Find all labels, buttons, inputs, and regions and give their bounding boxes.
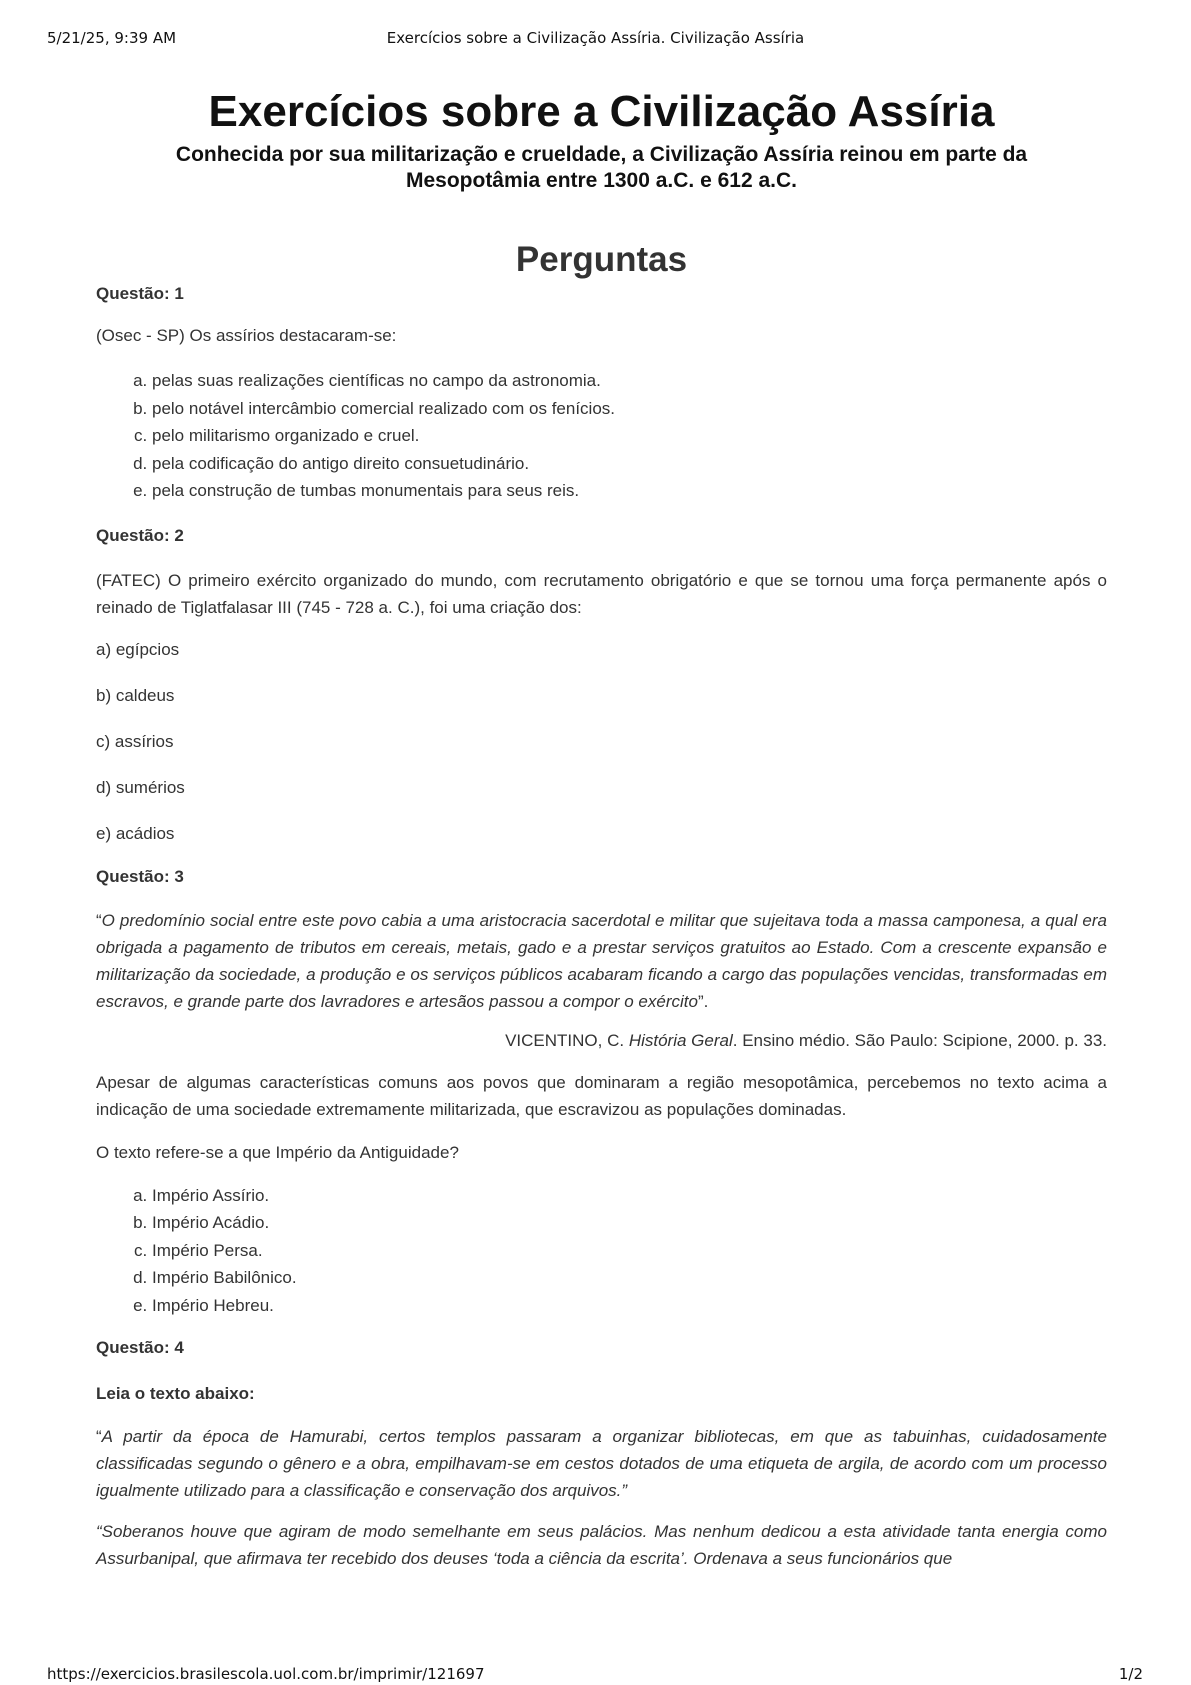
- question-4: [96, 1336, 1107, 1572]
- print-footer: [0, 1665, 1191, 1685]
- option-b: b. Império Acádio.: [152, 1209, 1107, 1237]
- question-2: [96, 524, 1107, 846]
- question-intro: Leia o texto abaixo:: [96, 1384, 255, 1403]
- quote-reference: [96, 1027, 1107, 1054]
- option-a: a. Império Assírio.: [152, 1182, 1107, 1210]
- option-d: d. Império Babilônico.: [152, 1264, 1107, 1292]
- reference-work: História Geral: [628, 1030, 733, 1050]
- print-datetime: 5/21/25, 9:39 AM: [47, 29, 177, 47]
- option-d: d. pela codificação do antigo direito consuetudinário.: [152, 450, 1107, 478]
- option-e: e. Império Hebreu.: [152, 1292, 1107, 1320]
- reference-author: VICENTINO, C.: [505, 1030, 629, 1050]
- reference-details: . Ensino médio. São Paulo: Scipione, 2000. p. 33.: [732, 1030, 1107, 1050]
- option-c: c. Império Persa.: [152, 1237, 1107, 1265]
- quote-text: [96, 907, 1107, 1015]
- question-3: [96, 865, 1107, 1320]
- quote-open: “: [96, 910, 102, 930]
- print-page-title: Exercícios sobre a Civilização Assíria. Civilização Assíria: [386, 29, 805, 47]
- question-1: [96, 282, 1107, 505]
- print-url: https://exercicios.brasilescola.uol.com.br/imprimir/121697: [47, 1665, 485, 1683]
- quote-close: ”.: [697, 991, 709, 1011]
- quote-text-1: [96, 1423, 1107, 1504]
- option-c: c) assírios: [96, 731, 174, 751]
- quote-text-2: “Soberanos houve que agiram de modo semelhante em seus palácios. Mas nenhum dedicou a esta atividade tanta energia como Assurbanipal, que afirmava ter recebido dos deuses ‘toda a ciência da escrita’. Ordenava a seus funcionários que: [96, 1522, 1107, 1568]
- option-a: a. pelas suas realizações científicas no campo da astronomia.: [152, 367, 1107, 395]
- options-list: [96, 367, 1107, 505]
- article-content: [96, 82, 1107, 1572]
- question-label: Questão: 2: [96, 525, 184, 545]
- question-statement: (Osec - SP) Os assírios destacaram-se:: [96, 326, 397, 345]
- quote-body: O predomínio social entre este povo cabia a uma aristocracia sacerdotal e militar que sujeitava toda a massa camponesa, a qual era obrigada a pagamento de tributos em cereais, metais, gado e a prestar serviços gratuitos ao Estado. Com a crescente expansão e militarização da sociedade, a produção e os serviços públicos acabaram ficando a cargo das populações vencidas, transformadas em escravos, e grande parte dos lavradores e artesãos passou a compor o exército: [96, 910, 1107, 1011]
- article-subtitle: Conhecida por sua militarização e crueldade, a Civilização Assíria reinou em parte da Mesopotâmia entre 1300 a.C. e 612 a.C.: [175, 143, 1028, 192]
- question-context: Apesar de algumas características comuns aos povos que dominaram a região mesopotâmica, percebemos no texto acima a indicação de uma sociedade extremamente militarizada, que escravizou as populações dominadas.: [96, 1072, 1107, 1119]
- option-d: d) sumérios: [96, 777, 185, 797]
- options-list: [96, 1182, 1107, 1320]
- quote-open: “: [96, 1427, 102, 1446]
- option-a: a) egípcios: [96, 639, 180, 659]
- question-label: Questão: 4: [96, 1338, 184, 1357]
- print-header: [0, 29, 1191, 49]
- question-label: Questão: 3: [96, 866, 184, 886]
- option-e: e. pela construção de tumbas monumentais para seus reis.: [152, 477, 1107, 505]
- question-statement: (FATEC) O primeiro exército organizado do mundo, com recrutamento obrigatório e que se tornou uma força permanente após o reinado de Tiglatfalasar III (745 - 728 a. C.), foi uma criação dos:: [96, 570, 1107, 617]
- question-statement: O texto refere-se a que Império da Antiguidade?: [96, 1142, 459, 1162]
- section-heading: Perguntas: [515, 240, 688, 279]
- quote-body: A partir da época de Hamurabi, certos templos passaram a organizar bibliotecas, em que as tabuinhas, cuidadosamente classificadas segundo o gênero e a obra, empilhavam-se em cestos dotados de uma etiqueta de argila, de acordo com um processo igualmente utilizado para a classificação e conservação dos arquivos.”: [96, 1427, 1107, 1500]
- article-title: Exercícios sobre a Civilização Assíria: [208, 87, 995, 136]
- option-b: b) caldeus: [96, 685, 175, 705]
- option-b: b. pelo notável intercâmbio comercial realizado com os fenícios.: [152, 395, 1107, 423]
- option-c: c. pelo militarismo organizado e cruel.: [152, 422, 1107, 450]
- question-label: Questão: 1: [96, 284, 184, 303]
- option-e: e) acádios: [96, 823, 175, 843]
- print-page-number: 1/2: [1118, 1665, 1143, 1683]
